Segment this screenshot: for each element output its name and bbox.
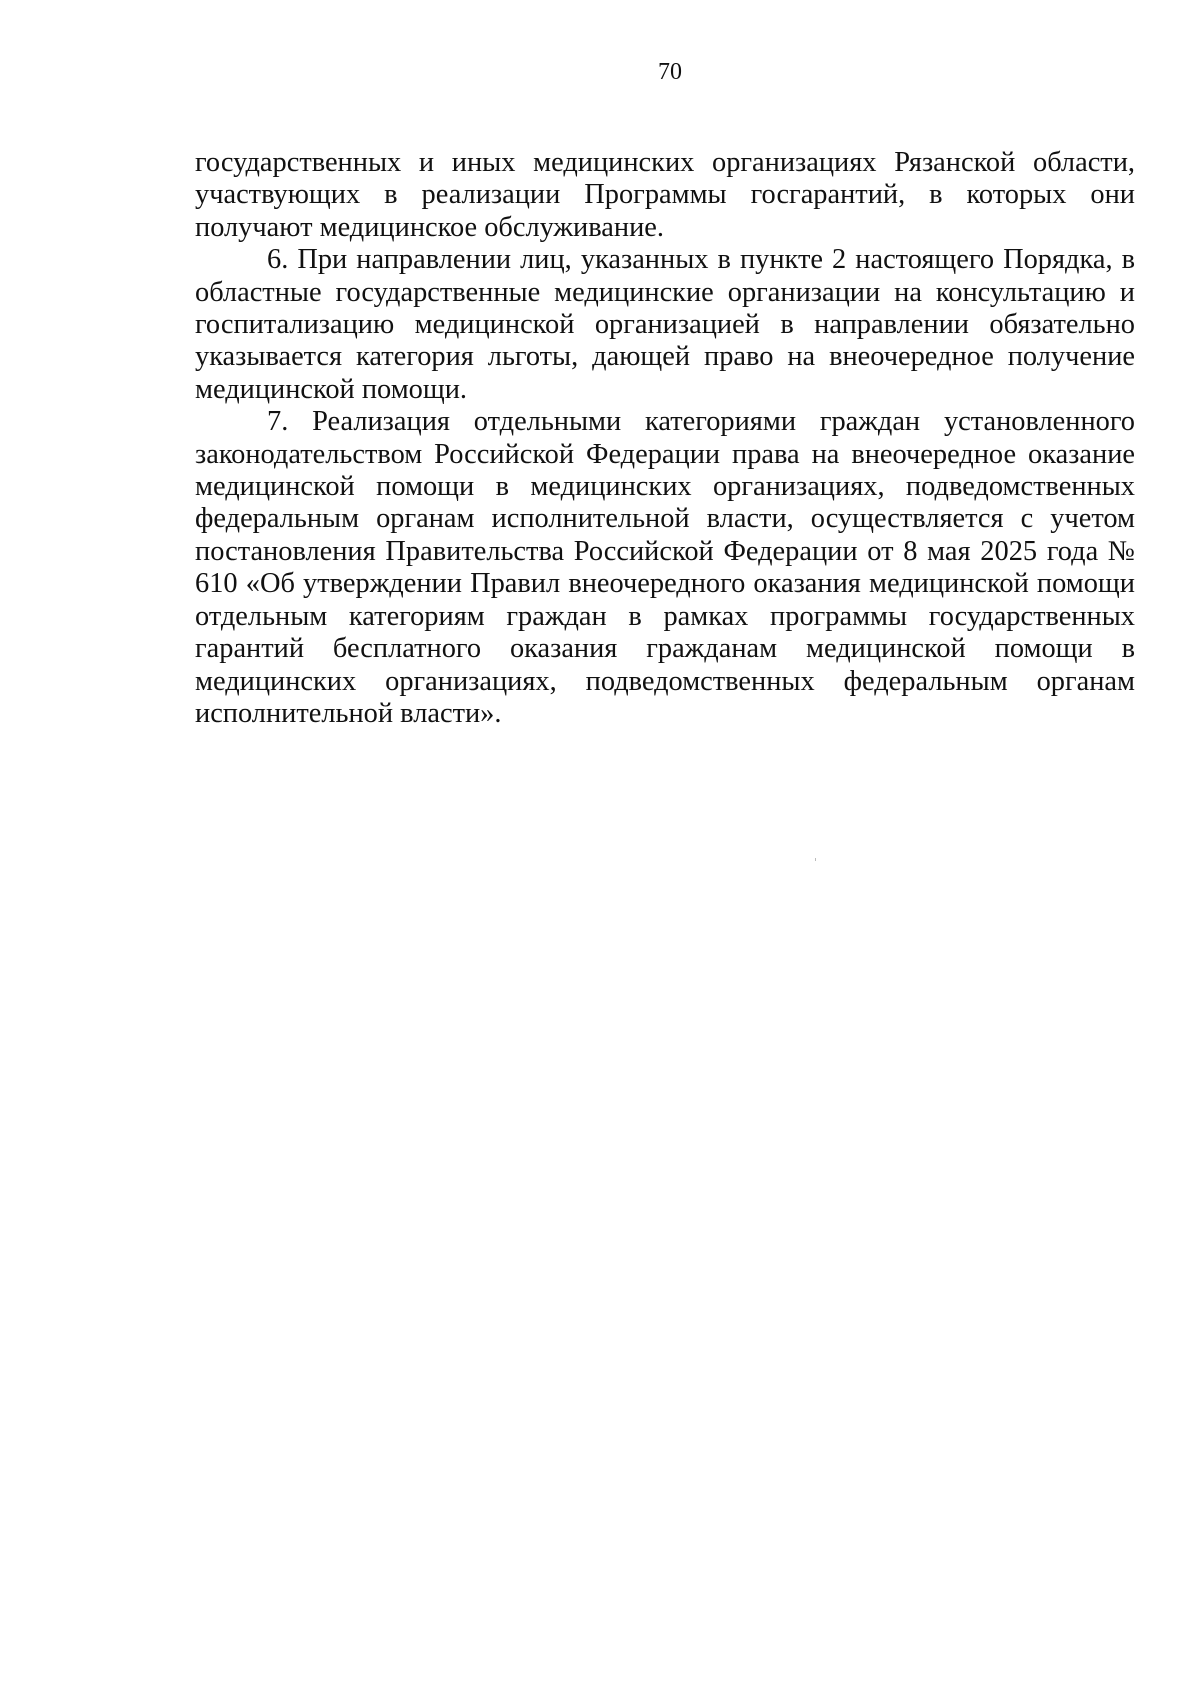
scan-speck bbox=[815, 858, 816, 861]
paragraph-continuation: государственных и иных медицинских организациях Рязанской области, участвующих в реализации Программы госгарантий, в которых они получают медицинское обслуживание. bbox=[195, 147, 1135, 243]
document-body bbox=[195, 147, 1135, 730]
paragraph-item-7: 7. Реализация отдельными категориями граждан установленного законодательством Российской Федерации права на внеочередное оказание медицинской помощи в медицинских организациях, подведомственных федеральным органам исполнительной власти, осуществляется с учетом постановления Правительства Российской Федерации от 8 мая 2025 года № 610 «Об утверждении Правил внеочередного оказания медицинской помощи отдельным категориям граждан в рамках программы государственных гарантий бесплатного оказания гражданам медицинской помощи в медицинских организациях, подведомственных федеральным органам исполнительной власти». bbox=[195, 406, 1135, 729]
paragraph-item-6: 6. При направлении лиц, указанных в пункте 2 настоящего Порядка, в областные государственные медицинские организации на консультацию и госпитализацию медицинской организацией в направлении обязательно указывается категория льготы, дающей право на внеочередное получение медицинской помощи. bbox=[195, 244, 1135, 405]
page-number: 70 bbox=[658, 59, 682, 85]
